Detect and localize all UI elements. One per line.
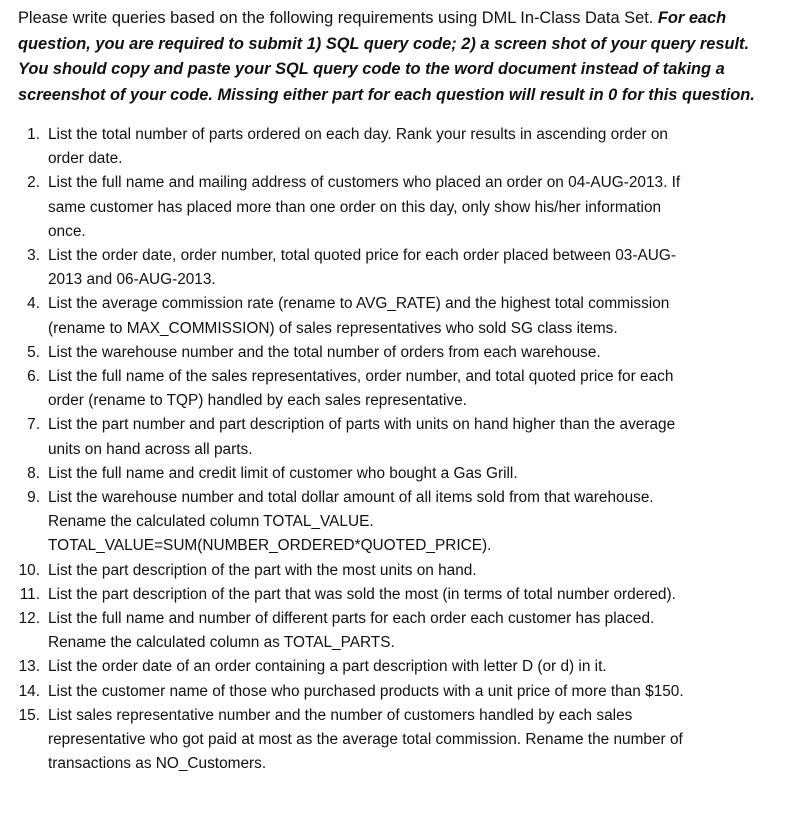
question-text-line: List the warehouse number and total dollar amount of all items sold from that warehouse. bbox=[48, 489, 654, 507]
question-text-line: order date. bbox=[48, 150, 123, 168]
question-item bbox=[18, 365, 778, 413]
question-number: 15. bbox=[18, 706, 40, 724]
question-text-line: Rename the calculated column as TOTAL_PARTS. bbox=[48, 634, 395, 652]
question-item bbox=[18, 292, 778, 340]
question-text-line: List the full name and number of different parts for each order each customer has placed. bbox=[48, 610, 655, 628]
question-item bbox=[18, 655, 778, 679]
question-text-line: List the order date of an order containing a part description with letter D (or d) in it. bbox=[48, 658, 607, 676]
question-text-line: List the warehouse number and the total number of orders from each warehouse. bbox=[48, 343, 601, 361]
question-text-line: List sales representative number and the number of customers handled by each sales bbox=[48, 706, 633, 724]
question-text-line: units on hand across all parts. bbox=[48, 440, 253, 458]
question-item bbox=[18, 462, 778, 486]
question-number: 8. bbox=[27, 464, 40, 482]
question-number: 1. bbox=[27, 126, 40, 143]
question-number: 3. bbox=[27, 247, 40, 265]
question-text-line: order (rename to TQP) handled by each sales representative. bbox=[48, 392, 467, 410]
instructions-paragraph bbox=[18, 6, 778, 108]
question-number: 10. bbox=[18, 561, 40, 579]
question-text-line: (rename to MAX_COMMISSION) of sales representatives who sold SG class items. bbox=[48, 319, 618, 337]
question-item bbox=[18, 680, 778, 704]
question-text-line: List the part description of the part with the most units on hand. bbox=[48, 561, 477, 579]
question-item bbox=[18, 607, 778, 655]
question-text-line: List the part number and part description of parts with units on hand higher than the average bbox=[48, 416, 676, 434]
question-number: 4. bbox=[27, 295, 40, 313]
question-number: 12. bbox=[18, 610, 40, 628]
question-list bbox=[18, 123, 778, 776]
question-item bbox=[18, 559, 778, 583]
question-item bbox=[18, 413, 778, 461]
instructions-text: Please write queries based on the following requirements using DML In-Class Data Set. bbox=[18, 9, 658, 27]
question-item bbox=[18, 341, 778, 365]
question-text-line: transactions as NO_Customers. bbox=[48, 755, 267, 773]
question-item bbox=[18, 583, 778, 607]
question-text-line: List the order date, order number, total quoted price for each order placed between 03-AUG- bbox=[48, 247, 676, 265]
question-text-line: Rename the calculated column TOTAL_VALUE. bbox=[48, 513, 374, 531]
question-text-line: List the total number of parts ordered on each day. Rank your results in ascending order on bbox=[48, 126, 668, 143]
question-text-line: List the full name of the sales representatives, order number, and total quoted price for each bbox=[48, 368, 674, 386]
question-number: 11. bbox=[19, 585, 40, 603]
question-text-line: representative who got paid at most as the average total commission. Rename the number of bbox=[48, 731, 683, 749]
question-number: 2. bbox=[27, 174, 40, 192]
question-item bbox=[18, 123, 778, 171]
question-number: 7. bbox=[27, 416, 40, 434]
question-item bbox=[18, 244, 778, 292]
question-number: 13. bbox=[18, 658, 40, 676]
question-text-line: once. bbox=[48, 222, 86, 240]
question-item bbox=[18, 171, 778, 244]
question-number: 5. bbox=[27, 343, 40, 361]
question-text-line: 2013 and 06-AUG-2013. bbox=[48, 271, 216, 289]
question-text-line: List the full name and credit limit of customer who bought a Gas Grill. bbox=[48, 464, 518, 482]
question-text-line: List the full name and mailing address of customers who placed an order on 04-AUG-2013. If bbox=[48, 174, 681, 192]
question-text-line: List the part description of the part that was sold the most (in terms of total number ordered). bbox=[48, 585, 676, 603]
question-number: 6. bbox=[27, 368, 40, 386]
question-text-line: List the average commission rate (rename to AVG_RATE) and the highest total commission bbox=[48, 295, 670, 313]
instructions-emphasis: For each question, you are required to submit 1) SQL query code; 2) a screen shot of your query result. You should copy and paste your SQL query code to the word document instead of taking a screenshot of your code. Missing either part for each question will result in 0 for this question. bbox=[18, 9, 755, 104]
question-number: 9. bbox=[27, 489, 40, 507]
question-text-line: same customer has placed more than one order on this day, only show his/her information bbox=[48, 198, 662, 216]
question-text-line: List the customer name of those who purchased products with a unit price of more than $150. bbox=[48, 682, 684, 700]
question-text-line: TOTAL_VALUE=SUM(NUMBER_ORDERED*QUOTED_PRICE). bbox=[48, 537, 492, 555]
question-item bbox=[18, 704, 778, 777]
question-number: 14. bbox=[18, 682, 40, 700]
question-item bbox=[18, 486, 778, 559]
